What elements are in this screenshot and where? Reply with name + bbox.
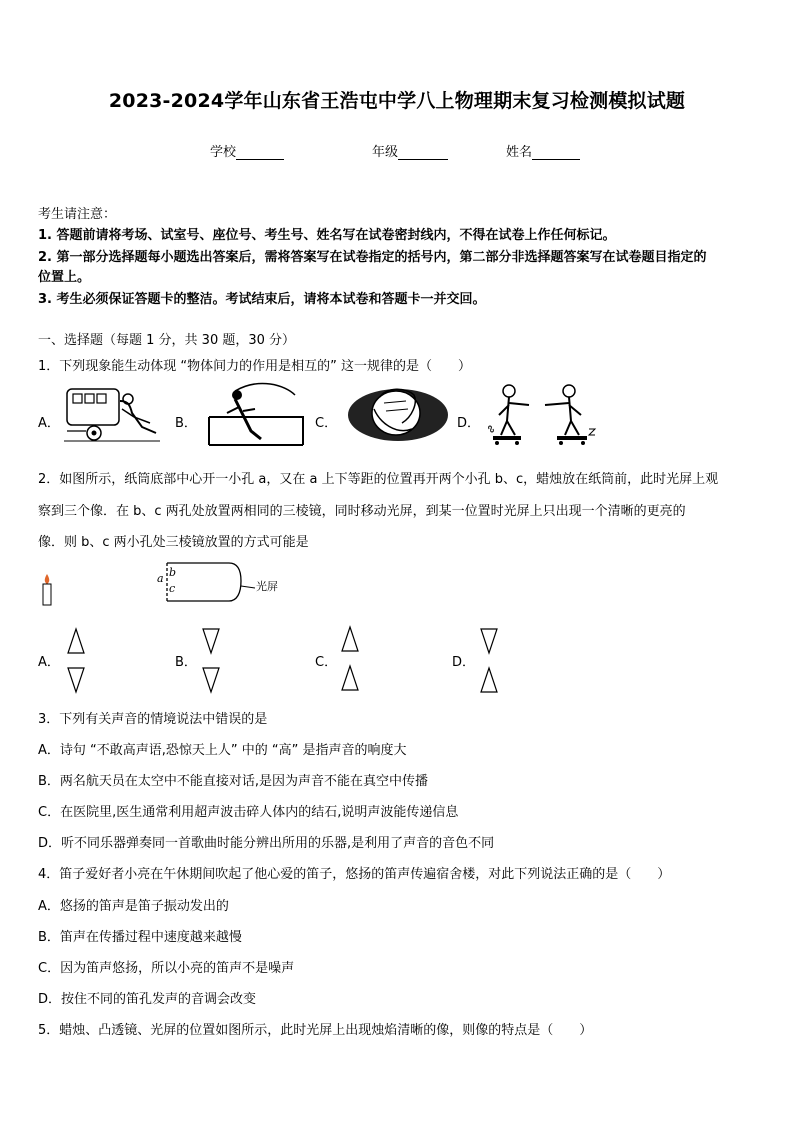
q4-stem: 4．笛子爱好者小亮在午休期间吹起了他心爱的笛子，悠扬的笛声传遍宿舍楼，对此下列说法正确的是（ ） — [38, 867, 671, 882]
candle-icon — [40, 574, 54, 606]
q4-option-d[interactable]: D．按住不同的笛孔发声的音调会改变 — [38, 992, 257, 1007]
page-title: 2023-2024学年山东省王浩屯中学八上物理期末复习检测模拟试题 — [108, 90, 686, 112]
q2-option-c-label[interactable]: C． — [315, 655, 338, 670]
q1-stem: 1．下列现象能生动体现 “物体间力的作用是相互的” 这一规律的是（ ） — [38, 359, 472, 374]
grade-label: 年级 — [372, 145, 399, 160]
name-label: 姓名 — [506, 145, 533, 160]
notice-heading: 考生请注意： — [38, 207, 117, 222]
q1-option-a-image — [64, 383, 160, 445]
q2-stem-line-2: 察到三个像．在 b、c 两孔处放置两相同的三棱镜，同时移动光屏，到某一位置时光屏上只出现一个清晰的更亮的 — [38, 504, 686, 519]
q3-option-c[interactable]: C．在医院里,医生通常利用超声波击碎人体内的结石,说明声波能传递信息 — [38, 805, 459, 820]
grade-blank[interactable] — [398, 145, 448, 160]
q3-option-b[interactable]: B．两名航天员在太空中不能直接对话,是因为声音不能在真空中传播 — [38, 774, 429, 789]
school-label: 学校 — [210, 145, 237, 160]
q1-option-d-label[interactable]: D． — [457, 416, 481, 431]
tube-label-a: a — [157, 572, 164, 585]
q2-stem-line-1: 2．如图所示，纸筒底部中心开一小孔 a，又在 a 上下等距的位置再开两个小孔 b、c，蜡烛放在纸筒前，此时光屏上观 — [38, 472, 719, 487]
school-blank[interactable] — [236, 145, 284, 160]
notice-item-1: 1. 答题前请将考场、试室号、座位号、考生号、姓名写在试卷密封线内，不得在试卷上作任何标记。 — [38, 228, 616, 243]
section-heading: 一、选择题（每题 1 分，共 30 题，30 分） — [38, 333, 296, 348]
notice-item-2-cont: 位置上。 — [38, 270, 91, 285]
notice-item-3: 3. 考生必须保证答题卡的整洁。考试结束后，请将本试卷和答题卡一并交回。 — [38, 292, 486, 307]
q3-option-d[interactable]: D．听不同乐器弹奏同一首歌曲时能分辨出所用的乐器,是利用了声音的音色不同 — [38, 836, 495, 851]
q2-option-b-label[interactable]: B． — [175, 655, 197, 670]
q1-option-c-image — [346, 383, 450, 443]
q4-option-b[interactable]: B．笛声在传播过程中速度越来越慢 — [38, 930, 242, 945]
q2-option-d-label[interactable]: D． — [452, 655, 476, 670]
q3-option-a[interactable]: A．诗句 “不敢高声语,恐惊天上人” 中的 “高” 是指声音的响度大 — [38, 743, 407, 758]
screen-label: 光屏 — [256, 580, 278, 593]
q1-option-b-label[interactable]: B． — [175, 416, 197, 431]
q4-option-c[interactable]: C．因为笛声悠扬，所以小亮的笛声不是噪声 — [38, 961, 295, 976]
q2-option-a-label[interactable]: A． — [38, 655, 60, 670]
q1-option-b-image — [207, 381, 305, 447]
q2-stem-line-3: 像．则 b、c 两小孔处三棱镜放置的方式可能是 — [38, 535, 309, 550]
name-field[interactable] — [506, 141, 580, 160]
q5-stem: 5．蜡烛、凸透镜、光屏的位置如图所示，此时光屏上出现烛焰清晰的像，则像的特点是（ ） — [38, 1023, 593, 1038]
grade-field[interactable] — [372, 141, 448, 160]
q2-option-d-prisms — [479, 628, 499, 694]
notice-item-2: 2. 第一部分选择题每小题选出答案后，需将答案写在试卷指定的括号内，第二部分非选择题答案写在试卷题目指定的 — [38, 250, 707, 265]
q1-option-d-image — [485, 381, 599, 447]
q2-option-a-prisms — [66, 628, 86, 694]
q3-stem: 3．下列有关声音的情境说法中错误的是 — [38, 712, 268, 727]
q4-option-a[interactable]: A．悠扬的笛声是笛子振动发出的 — [38, 899, 229, 914]
q2-option-c-prisms — [340, 626, 360, 692]
tube-label-c: c — [169, 582, 176, 595]
q1-option-a-label[interactable]: A． — [38, 416, 60, 431]
tube-label-b: b — [169, 566, 177, 579]
q2-option-b-prisms — [201, 628, 221, 694]
q1-option-c-label[interactable]: C． — [315, 416, 338, 431]
name-blank[interactable] — [532, 145, 580, 160]
school-field[interactable] — [210, 141, 284, 160]
screen-pointer-line — [241, 584, 257, 590]
